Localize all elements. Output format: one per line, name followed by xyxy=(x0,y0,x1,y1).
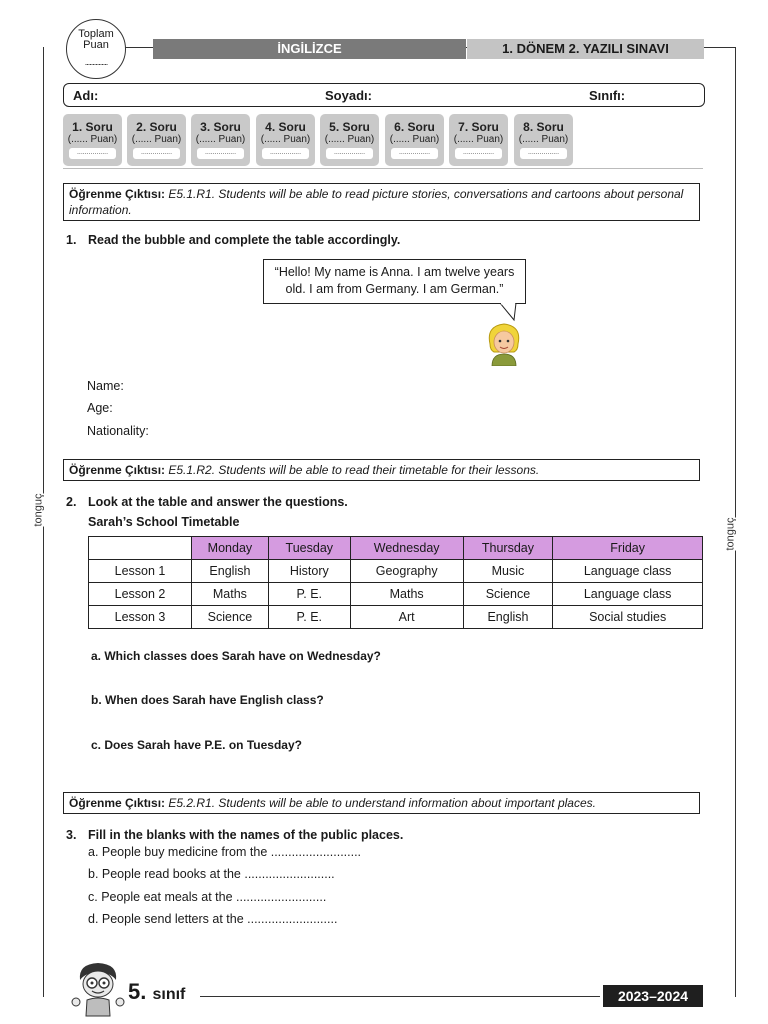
question-score-box xyxy=(191,114,250,166)
separator-line xyxy=(63,168,703,169)
girl-avatar-icon xyxy=(484,320,524,366)
question-score-points: (...... Puan) xyxy=(67,134,118,145)
question-score-points: (...... Puan) xyxy=(195,134,246,145)
table-row xyxy=(89,606,703,629)
question-score-label: 5. Soru xyxy=(329,120,370,134)
score-label-1: Toplam xyxy=(78,28,114,40)
table-cell: Maths xyxy=(350,583,463,606)
exam-title: 1. DÖNEM 2. YAZILI SINAVI xyxy=(467,39,704,59)
name-label: Adı: xyxy=(73,88,99,103)
fill-blank-item: b. People read books at the .......................... xyxy=(88,867,335,881)
total-score-circle xyxy=(66,19,126,79)
question-score-points: (...... Puan) xyxy=(131,134,182,145)
fill-blank-item: c. People eat meals at the .......................... xyxy=(88,890,327,904)
grade-word: sınıf xyxy=(152,986,186,1003)
table-cell: P. E. xyxy=(268,583,350,606)
bubble-line: “Hello! My name is Anna. I am twelve years xyxy=(274,265,515,279)
question-score-points: (...... Puan) xyxy=(389,134,440,145)
table-row xyxy=(89,583,703,606)
question-2a: a. Which classes does Sarah have on Wednesday? xyxy=(91,649,381,663)
score-label-2: Puan xyxy=(83,39,109,51)
grade-label xyxy=(128,979,185,1005)
bubble-line: old. I am from Germany. I am German.” xyxy=(285,282,504,296)
question-1-title: Read the bubble and complete the table accordingly. xyxy=(88,233,401,247)
question-score-points: (...... Puan) xyxy=(260,134,311,145)
question-score-box xyxy=(514,114,573,166)
timetable xyxy=(88,536,703,629)
question-score-label: 6. Soru xyxy=(394,120,435,134)
side-label-left: tonguç xyxy=(32,493,45,527)
table-cell: Language class xyxy=(553,560,703,583)
table-cell: Art xyxy=(350,606,463,629)
question-score-box xyxy=(385,114,444,166)
subject-title: İNGİLİZCE xyxy=(153,39,466,59)
question-score-box xyxy=(256,114,315,166)
question-score-field: ................ xyxy=(69,148,116,159)
learning-outcome-3 xyxy=(63,792,700,814)
fill-blank-item: d. People send letters at the .......................... xyxy=(88,912,338,926)
table-header-cell: Tuesday xyxy=(268,537,350,560)
table-cell: Social studies xyxy=(553,606,703,629)
student-info-box xyxy=(63,83,705,107)
field-nationality-label: Nationality: xyxy=(87,424,149,438)
fill-blank-item: a. People buy medicine from the .......................... xyxy=(88,845,362,859)
outcome-label: Öğrenme Çıktısı: xyxy=(69,187,166,201)
outcome-text: E5.2.R1. Students will be able to understand information about important places. xyxy=(168,796,596,810)
question-number: 2. xyxy=(66,495,77,509)
question-score-field: ................ xyxy=(391,148,438,159)
class-label: Sınıfı: xyxy=(589,88,626,103)
question-score-field: ................ xyxy=(520,148,567,159)
learning-outcome-2 xyxy=(63,459,700,481)
mascot-boy-icon xyxy=(70,958,126,1018)
table-row-label: Lesson 2 xyxy=(89,583,192,606)
table-header-cell: Monday xyxy=(192,537,269,560)
grade-number: 5. xyxy=(128,979,147,1004)
question-score-field: ................ xyxy=(455,148,502,159)
question-score-field: ................ xyxy=(133,148,180,159)
table-cell: Science xyxy=(192,606,269,629)
table-header-cell: Wednesday xyxy=(350,537,463,560)
table-header-cell: Thursday xyxy=(463,537,553,560)
question-score-box xyxy=(320,114,379,166)
side-label-right: tonguç xyxy=(724,517,737,551)
timetable-title: Sarah’s School Timetable xyxy=(88,515,240,529)
question-score-box xyxy=(63,114,122,166)
question-score-points: (...... Puan) xyxy=(518,134,569,145)
table-corner-cell xyxy=(89,537,192,560)
question-score-field: ................ xyxy=(197,148,244,159)
score-dots: ............... xyxy=(84,57,108,67)
table-cell: Science xyxy=(463,583,553,606)
outcome-label: Öğrenme Çıktısı: xyxy=(69,463,166,477)
table-cell: History xyxy=(268,560,350,583)
question-2c: c. Does Sarah have P.E. on Tuesday? xyxy=(91,738,302,752)
question-score-box xyxy=(127,114,186,166)
question-score-points: (...... Puan) xyxy=(453,134,504,145)
school-year-badge: 2023–2024 xyxy=(603,985,703,1007)
table-row-label: Lesson 3 xyxy=(89,606,192,629)
field-name-label: Name: xyxy=(87,379,124,393)
table-cell: P. E. xyxy=(268,606,350,629)
surname-label: Soyadı: xyxy=(325,88,372,103)
table-cell: English xyxy=(463,606,553,629)
question-score-points: (...... Puan) xyxy=(324,134,375,145)
outcome-text: E5.1.R2. Students will be able to read their timetable for their lessons. xyxy=(168,463,540,477)
table-cell: English xyxy=(192,560,269,583)
table-row-label: Lesson 1 xyxy=(89,560,192,583)
field-age-label: Age: xyxy=(87,401,113,415)
table-cell: Music xyxy=(463,560,553,583)
table-cell: Geography xyxy=(350,560,463,583)
question-score-label: 3. Soru xyxy=(200,120,241,134)
outcome-text: E5.1.R1. Students will be able to read picture stories, conversations and cartoons about personal information. xyxy=(69,187,684,217)
table-header-row xyxy=(89,537,703,560)
question-score-label: 4. Soru xyxy=(265,120,306,134)
question-score-label: 1. Soru xyxy=(72,120,113,134)
question-2-title: Look at the table and answer the questions. xyxy=(88,495,348,509)
question-score-field: ................ xyxy=(326,148,373,159)
outcome-label: Öğrenme Çıktısı: xyxy=(69,796,166,810)
speech-bubble xyxy=(263,259,526,304)
question-number: 1. xyxy=(66,233,77,247)
question-score-label: 7. Soru xyxy=(458,120,499,134)
question-number: 3. xyxy=(66,828,77,842)
table-cell: Language class xyxy=(553,583,703,606)
table-row xyxy=(89,560,703,583)
question-score-label: 2. Soru xyxy=(136,120,177,134)
learning-outcome-1 xyxy=(63,183,700,221)
question-2b: b. When does Sarah have English class? xyxy=(91,693,324,707)
frame-bottom xyxy=(200,996,600,997)
question-score-field: ................ xyxy=(262,148,309,159)
question-3-title: Fill in the blanks with the names of the public places. xyxy=(88,828,404,842)
table-cell: Maths xyxy=(192,583,269,606)
question-score-box xyxy=(449,114,508,166)
question-score-label: 8. Soru xyxy=(523,120,564,134)
table-header-cell: Friday xyxy=(553,537,703,560)
